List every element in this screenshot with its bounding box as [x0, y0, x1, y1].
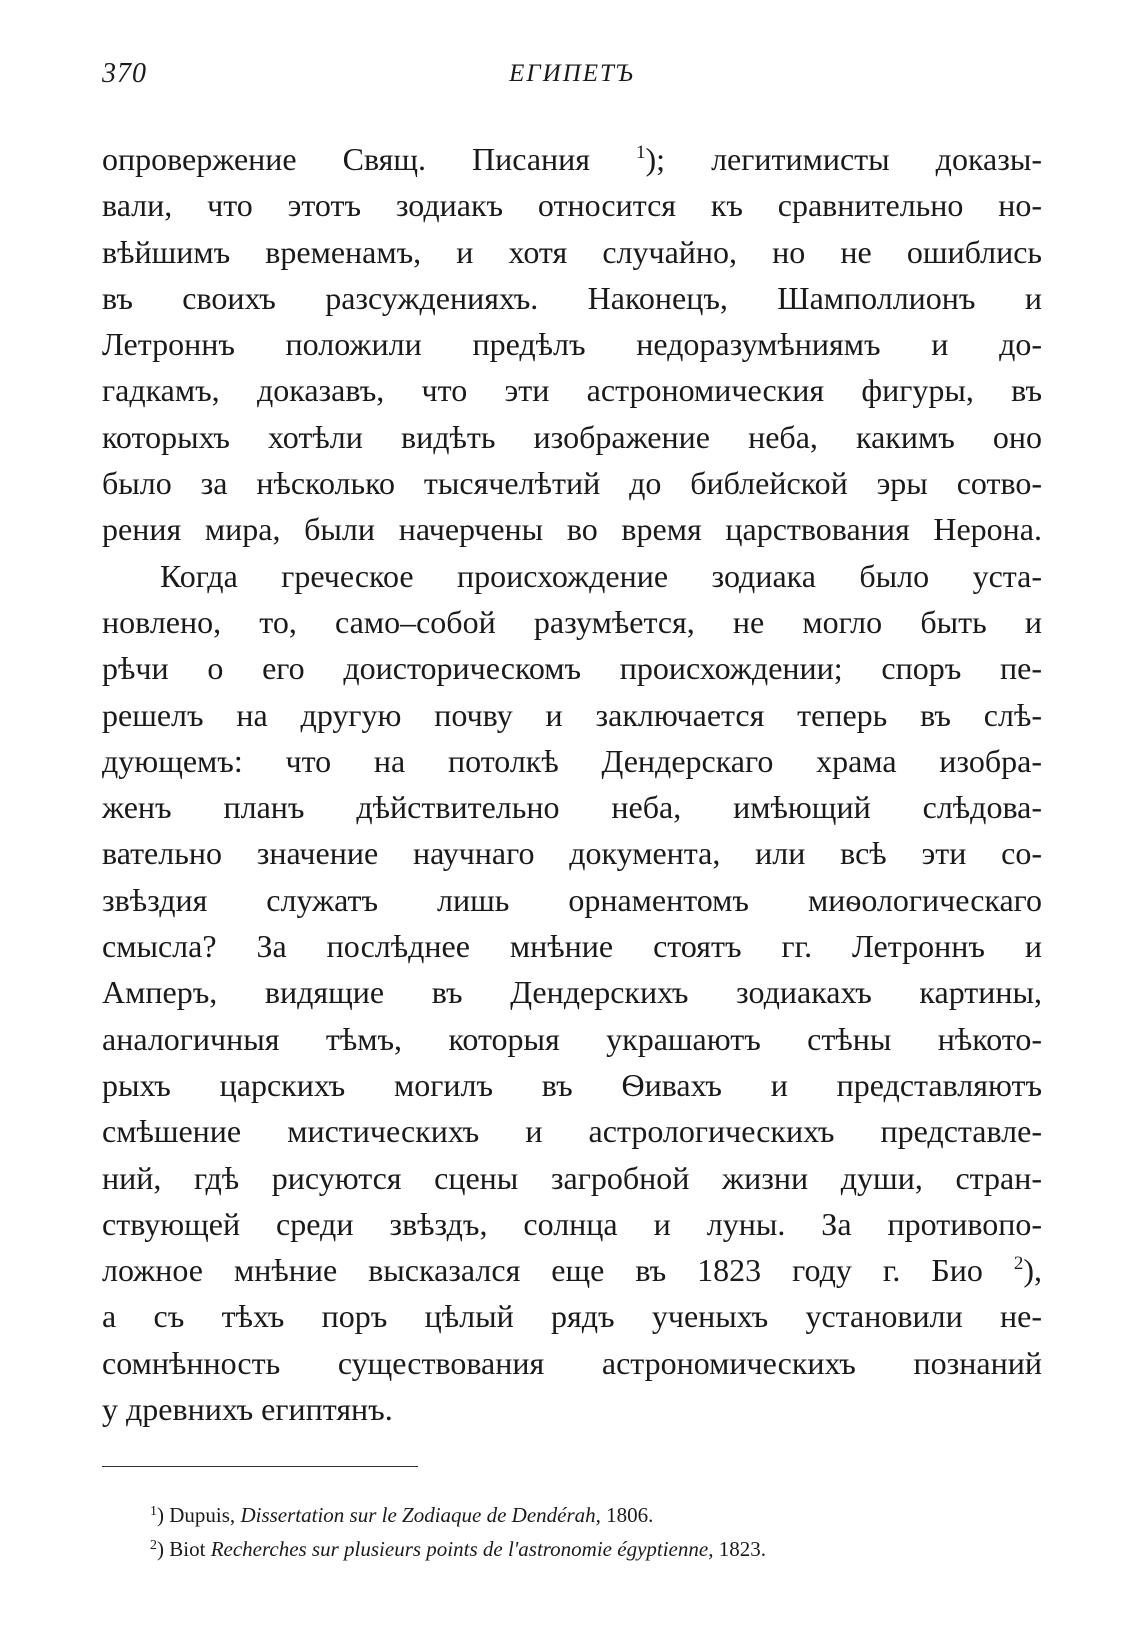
- text-line: рѣчи о его доисторическомъ происхождении; споръ пе-: [102, 650, 1042, 687]
- footnote-author: Biot: [169, 1537, 206, 1561]
- footnote-title: Dissertation sur le Zodiaque de Dendérah,: [240, 1503, 601, 1527]
- footnote-year: 1823.: [718, 1537, 766, 1561]
- footnote-2: $^2$) Biot Recherches sur plusieurs points de l'astronomie égyptienne, 1823.: [150, 1537, 766, 1561]
- text-line: рыхъ царскихъ могилъ въ Ѳивахъ и представляютъ: [102, 1066, 1042, 1103]
- text-line: женъ планъ дѣйствительно неба, имѣющий слѣдова-: [102, 789, 1042, 826]
- footnote-ref-2: 2: [1013, 1253, 1024, 1275]
- text-line: которыхъ хотѣли видѣть изображение неба, какимъ оно: [102, 418, 1042, 455]
- text-line: сомнѣнность существования астрономическихъ познаний: [102, 1344, 1042, 1381]
- text-line: въ своихъ разсужденияхъ. Наконецъ, Шамполлионъ и: [102, 279, 1042, 316]
- footnote-divider: [102, 1466, 418, 1467]
- text-line: вательно значение научнаго документа, или всѣ эти со-: [102, 835, 1042, 872]
- text-line: было за нѣсколько тысячелѣтий до библейской эры сотво-: [102, 465, 1042, 502]
- footnote-title: Recherches sur plusieurs points de l'astronomie égyptienne,: [210, 1537, 714, 1561]
- footnote-ref-1: 1: [636, 142, 646, 163]
- text-line: ний, гдѣ рисуются сцены загробной жизни души, стран-: [102, 1159, 1042, 1196]
- page-number: 370: [102, 58, 147, 89]
- text-line: вали, что этотъ зодиакъ относится къ сравнительно но-: [102, 187, 1042, 224]
- text-line: ствующей среди звѣздъ, солнца и луны. За противопо-: [102, 1205, 1042, 1242]
- text-line: Летроннъ положили предѣлъ недоразумѣниямъ и до-: [102, 326, 1042, 363]
- paragraph-1: [102, 136, 1042, 553]
- footnote-author: Dupuis,: [169, 1503, 236, 1527]
- text-line: смѣшение мистическихъ и астрологическихъ представле-: [102, 1113, 1042, 1150]
- footnotes: [102, 1498, 1042, 1566]
- body-text: [102, 136, 1042, 1432]
- running-head: ЕГИПЕТЪ: [509, 60, 635, 87]
- text-line: аналогичныя тѣмъ, которыя украшаютъ стѣны нѣкото-: [102, 1020, 1042, 1057]
- text-line: Когда греческое происхождение зодиака было уста-: [160, 557, 1042, 594]
- text-line: решелъ на другую почву и заключается теперь въ слѣ-: [102, 696, 1042, 733]
- text-line: гадкамъ, доказавъ, что эти астрономическия фигуры, въ: [102, 372, 1042, 409]
- text-line: рения мира, были начерчены во время царствования Нерона.: [102, 511, 1042, 548]
- footnote-1: $^1$) Dupuis, Dissertation sur le Zodiaque de Dendérah, 1806.: [150, 1503, 654, 1527]
- text-line: у древнихъ египтянъ.: [102, 1391, 393, 1428]
- page-header: [102, 58, 1042, 98]
- text-line: новлено, то, само–собой разумѣется, не могло быть и: [102, 603, 1042, 640]
- text-line: дующемъ: что на потолкѣ Дендерскаго храма изобра-: [102, 742, 1042, 779]
- text-line: ложное мнѣние высказался еще въ 1823 году г. Био $^2$),: [102, 1252, 1043, 1289]
- text-line: Амперъ, видящие въ Дендерскихъ зодиакахъ картины,: [102, 974, 1042, 1011]
- footnote-year: 1806.: [606, 1503, 654, 1527]
- text-line: опровержение Свящ. Писания $^1$); легитимисты доказы-: [102, 141, 1043, 177]
- text-line: а съ тѣхъ поръ цѣлый рядъ ученыхъ установили не-: [102, 1298, 1042, 1335]
- text-line: звѣздия служатъ лишь орнаментомъ миѳологическаго: [102, 881, 1042, 918]
- text-line: смысла? За послѣднее мнѣние стоятъ гг. Летроннъ и: [102, 928, 1042, 965]
- text-line: вѣйшимъ временамъ, и хотя случайно, но не ошиблись: [102, 233, 1042, 270]
- paragraph-2: [102, 553, 1042, 1433]
